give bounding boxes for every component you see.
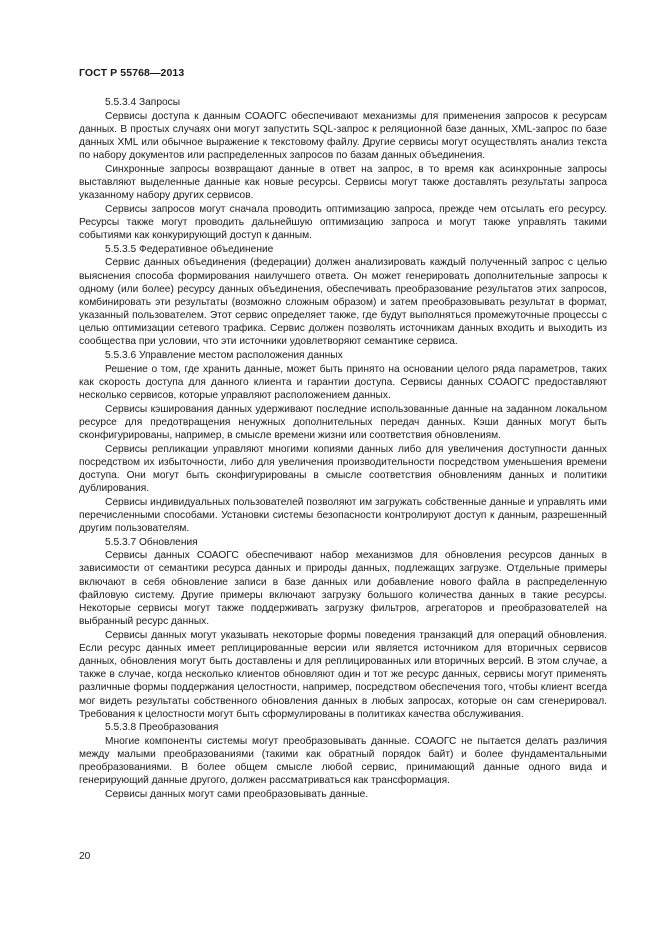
paragraph: Сервисы доступа к данным СОАОГС обеспечивают механизмы для применения запросов к ресурсам данных. В простых случаях они могут запустить SQL-запрос к реляционной базе данных, XML-запрос по базе данных XML или обычное выражение к текстовому файлу. Другие сервисы могут осуществлять анализ текста по набору документов или распределенных запросов по базам данных объединения. xyxy=(79,110,607,162)
paragraph: Сервисы запросов могут сначала проводить оптимизацию запроса, прежде чем отсылать его ресурсу. Ресурсы также могут проводить дальнейшую оптимизацию запроса и могут также управлять такими событиями как конкурирующий доступ к данным. xyxy=(79,203,607,242)
paragraph: Сервисы кэширования данных удерживают последние использованные данные на заданном локальном ресурсе для предотвращения ненужных дополнительных передач данных. Кэши данных могут быть сконфигурированы, например, в смысле времени жизни или соответствия обновлениям. xyxy=(79,403,607,441)
section-heading: 5.5.3.5 Федеративное объединение xyxy=(105,243,274,255)
page-number: 20 xyxy=(79,851,91,862)
document-body xyxy=(79,96,607,801)
document-header: ГОСТ Р 55768—2013 xyxy=(79,67,185,79)
paragraph: Синхронные запросы возвращают данные в ответ на запрос, в то время как асинхронные запросы выставляют выделенные данные как новые ресурсы. Сервисы могут также доставлять результаты запроса указанному набору других сервисов. xyxy=(79,163,607,202)
paragraph: Многие компоненты системы могут преобразовывать данные. СОАОГС не пытается делать различия между малыми преобразованиями (такими как обратный порядок байт) и более фундаментальными преобразованиями. В более общем смысле любой сервис, принимающий данные одного вида и генерирующий данные другого, должен рассматриваться как трансформация. xyxy=(79,736,607,787)
section-heading: 5.5.3.8 Преобразования xyxy=(105,722,219,734)
paragraph: Решение о том, где хранить данные, может быть принято на основании целого ряда параметров, таких как скорость доступа для данного клиента и гарантии доступа. Сервисы данных СОАОГС предоставляют несколько сервисов, которые управляют расположением данных. xyxy=(79,363,607,401)
paragraph: Сервисы данных могут указывать некоторые формы поведения транзакций для операций обновления. Если ресурс данных имеет реплицированные версии или является источником для вторичных сервисов данных, обновления могут быть доставлены и для реплицированных или вторичных версий. В этом случае, а также в случае, когда несколько клиентов обновляют один и тот же ресурс данных, сервисы могут применять различные формы поддержания целостности, например, посредством обеспечения того, чтобы клиент всегда мог видеть результаты собственного обновления данных в любых запросах, которые он сам сгенерировал. Требования к целостности могут быть сформулированы в политиках качества обслуживания. xyxy=(79,629,607,720)
paragraph: Сервисы репликации управляют многими копиями данных либо для увеличения доступности данных посредством их избыточности, либо для увеличения производительности посредством уменьшения времени доступа. Они могут быть сконфигурированы в смысле соответствия обновлениям данных и политики дублирования. xyxy=(79,443,607,495)
section-heading: 5.5.3.4 Запросы xyxy=(105,97,181,108)
section-heading: 5.5.3.7 Обновления xyxy=(105,536,198,548)
section-heading: 5.5.3.6 Управление местом расположения данных xyxy=(105,349,343,361)
paragraph: Сервис данных объединения (федерации) должен анализировать каждый полученный запрос с целью выяснения способа формирования наилучшего ответа. Он может генерировать дополнительные запросы к одному (или более) ресурсу данных объединения, обеспечивать преобразование результатов этих запросов, комбинировать эти результаты (возможно сложным образом) и затем преобразовывать результат в формат, указанный пользователем. Этот сервис определяет также, где будут выполняться промежуточные процессы с целью оптимизации сетевого трафика. Сервис должен позволять источникам данных входить и выходить из сообщества при условии, что эти источники удовлетворяют семантике сервиса. xyxy=(79,257,607,348)
paragraph: Сервисы индивидуальных пользователей позволяют им загружать собственные данные и управлять ими перечисленными способами. Установки системы безопасности контролируют доступ к данным, разрешенный другим пользователям. xyxy=(79,496,607,534)
paragraph: Сервисы данных СОАОГС обеспечивают набор механизмов для обновления ресурсов данных в зависимости от семантики ресурса данных и природы данных, подлежащих загрузке. Отдельные примеры включают в себя обновление записи в базе данных или добавление нового файла в распределенную файловую систему. Другие примеры включают загрузку большого количества данных в такие ресурсы. Некоторые сервисы могут также поддерживать загрузку фильтров, агрегаторов и преобразователей на выбранный ресурс данных. xyxy=(79,550,607,628)
paragraph: Сервисы данных могут сами преобразовывать данные. xyxy=(105,789,369,801)
